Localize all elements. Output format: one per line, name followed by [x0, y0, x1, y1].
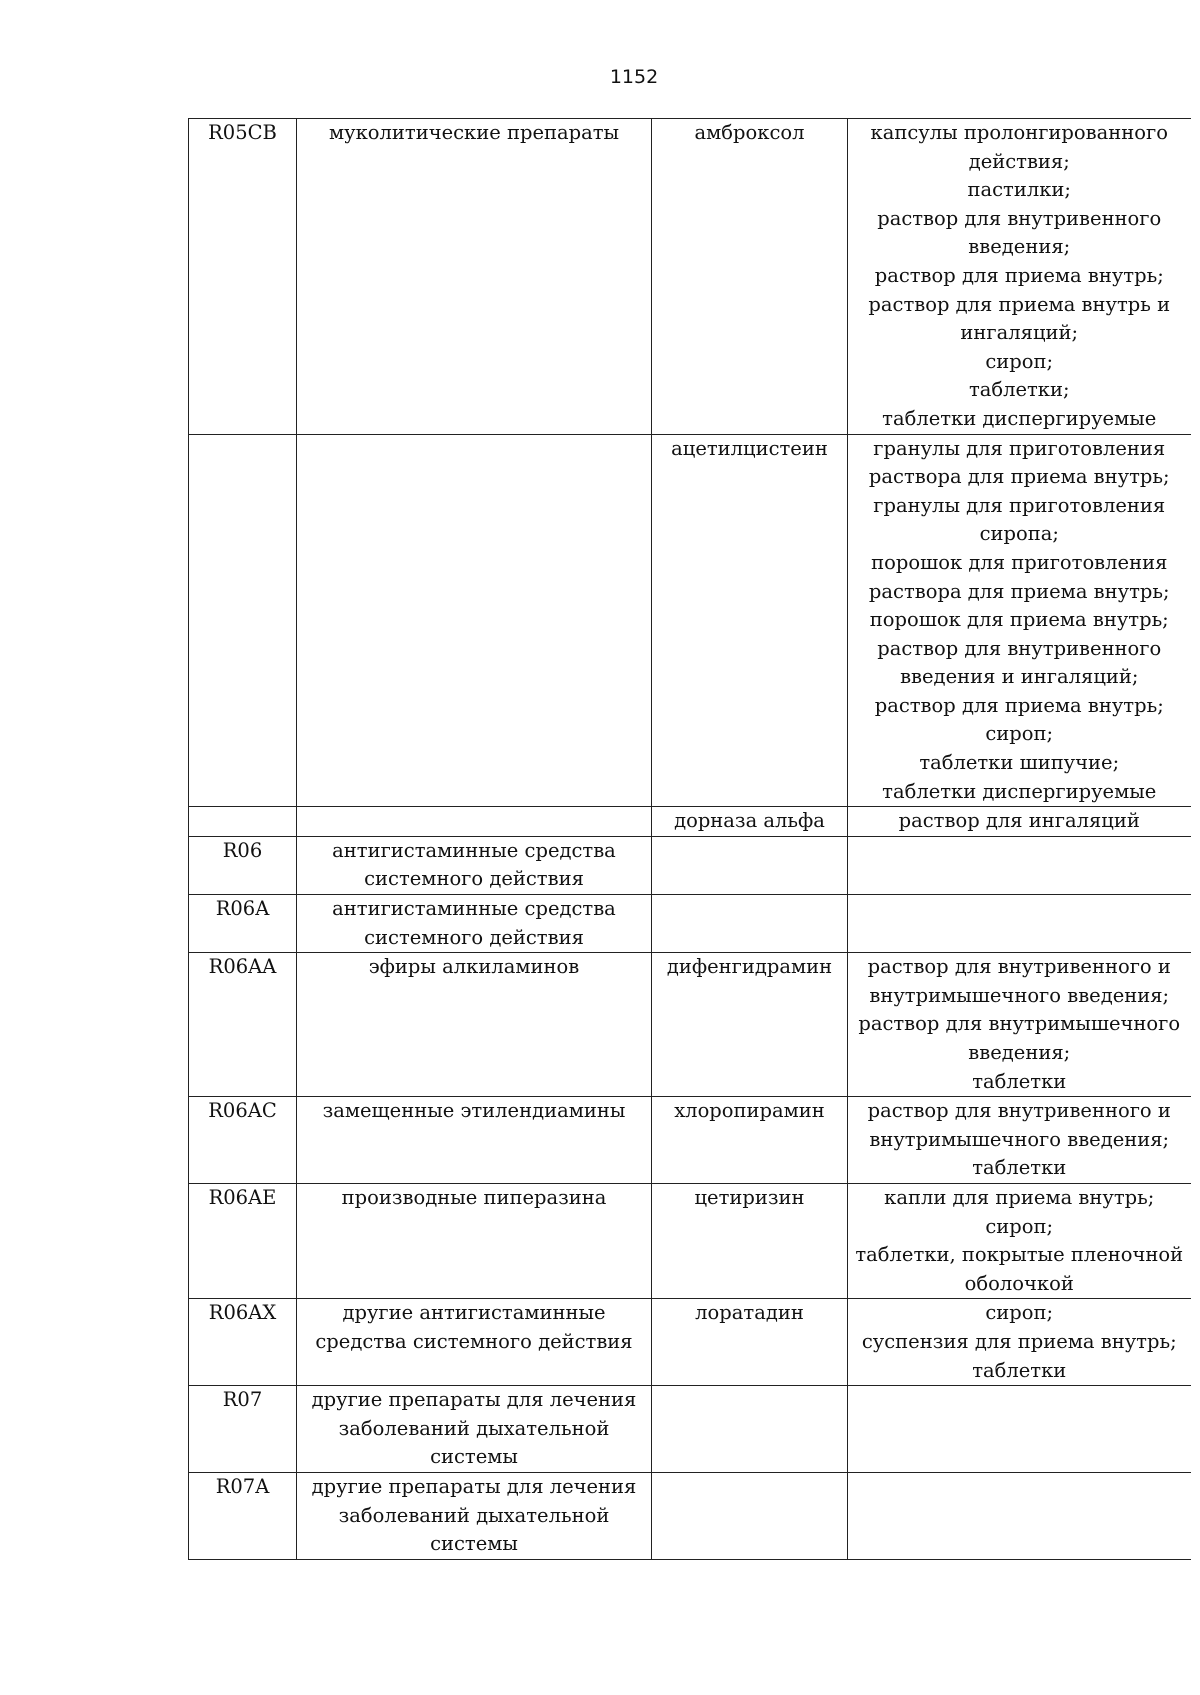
dosage-form-cell — [848, 836, 1191, 894]
group-cell — [297, 434, 652, 807]
dosage-form-cell: гранулы для приготовления раствора для приема внутрь; гранулы для приготовления сиропа; порошок для приготовления раствора для приема внутрь; порошок для приема внутрь; раствор для внутривенного введения и ингаляций; раствор для приема внутрь; сироп; таблетки шипучие; таблетки диспергируемые — [848, 434, 1191, 807]
atc-code-cell: R06 — [189, 836, 297, 894]
drug-cell: цетиризин — [652, 1183, 848, 1298]
table-row — [189, 1472, 1191, 1559]
dosage-form-cell: раствор для внутривенного и внутримышечного введения; таблетки — [848, 1097, 1191, 1184]
drug-cell: ацетилцистеин — [652, 434, 848, 807]
table-row — [189, 895, 1191, 953]
atc-code-cell: R07 — [189, 1386, 297, 1473]
drug-table — [188, 118, 1191, 1560]
atc-code-cell — [189, 807, 297, 837]
table-row — [189, 1097, 1191, 1184]
group-cell — [297, 807, 652, 837]
group-cell: производные пиперазина — [297, 1183, 652, 1298]
atc-code-cell — [189, 434, 297, 807]
dosage-form-cell — [848, 1386, 1191, 1473]
dosage-form-cell: капли для приема внутрь; сироп; таблетки, покрытые пленочной оболочкой — [848, 1183, 1191, 1298]
drug-cell: амброксол — [652, 119, 848, 435]
drug-cell: дорназа альфа — [652, 807, 848, 837]
atc-code-cell: R06AC — [189, 1097, 297, 1184]
drug-cell: лоратадин — [652, 1299, 848, 1386]
table-row — [189, 836, 1191, 894]
group-cell: эфиры алкиламинов — [297, 953, 652, 1097]
atc-code-cell: R06AE — [189, 1183, 297, 1298]
drug-cell — [652, 1472, 848, 1559]
atc-code-cell: R06AX — [189, 1299, 297, 1386]
dosage-form-cell: раствор для внутривенного и внутримышечного введения; раствор для внутримышечного введения; таблетки — [848, 953, 1191, 1097]
drug-cell: дифенгидрамин — [652, 953, 848, 1097]
group-cell: другие антигистаминные средства системного действия — [297, 1299, 652, 1386]
drug-cell — [652, 895, 848, 953]
table-row — [189, 434, 1191, 807]
group-cell: другие препараты для лечения заболеваний дыхательной системы — [297, 1386, 652, 1473]
atc-code-cell: R06A — [189, 895, 297, 953]
dosage-form-cell: капсулы пролонгированного действия; пастилки; раствор для внутривенного введения; раствор для приема внутрь; раствор для приема внутрь и ингаляций; сироп; таблетки; таблетки диспергируемые — [848, 119, 1191, 435]
atc-code-cell: R07A — [189, 1472, 297, 1559]
table-row — [189, 1386, 1191, 1473]
table-row — [189, 1183, 1191, 1298]
group-cell: антигистаминные средства системного действия — [297, 895, 652, 953]
atc-code-cell: R05CB — [189, 119, 297, 435]
group-cell: другие препараты для лечения заболеваний дыхательной системы — [297, 1472, 652, 1559]
dosage-form-cell — [848, 1472, 1191, 1559]
dosage-form-cell: раствор для ингаляций — [848, 807, 1191, 837]
table-row — [189, 119, 1191, 435]
group-cell: муколитические препараты — [297, 119, 652, 435]
dosage-form-cell — [848, 895, 1191, 953]
table-row — [189, 953, 1191, 1097]
page-number: 1152 — [609, 66, 659, 88]
table-row — [189, 1299, 1191, 1386]
dosage-form-cell: сироп; суспензия для приема внутрь; таблетки — [848, 1299, 1191, 1386]
drug-cell: хлоропирамин — [652, 1097, 848, 1184]
group-cell: замещенные этилендиамины — [297, 1097, 652, 1184]
drug-cell — [652, 1386, 848, 1473]
atc-code-cell: R06AA — [189, 953, 297, 1097]
table-row — [189, 807, 1191, 837]
group-cell: антигистаминные средства системного действия — [297, 836, 652, 894]
drug-cell — [652, 836, 848, 894]
